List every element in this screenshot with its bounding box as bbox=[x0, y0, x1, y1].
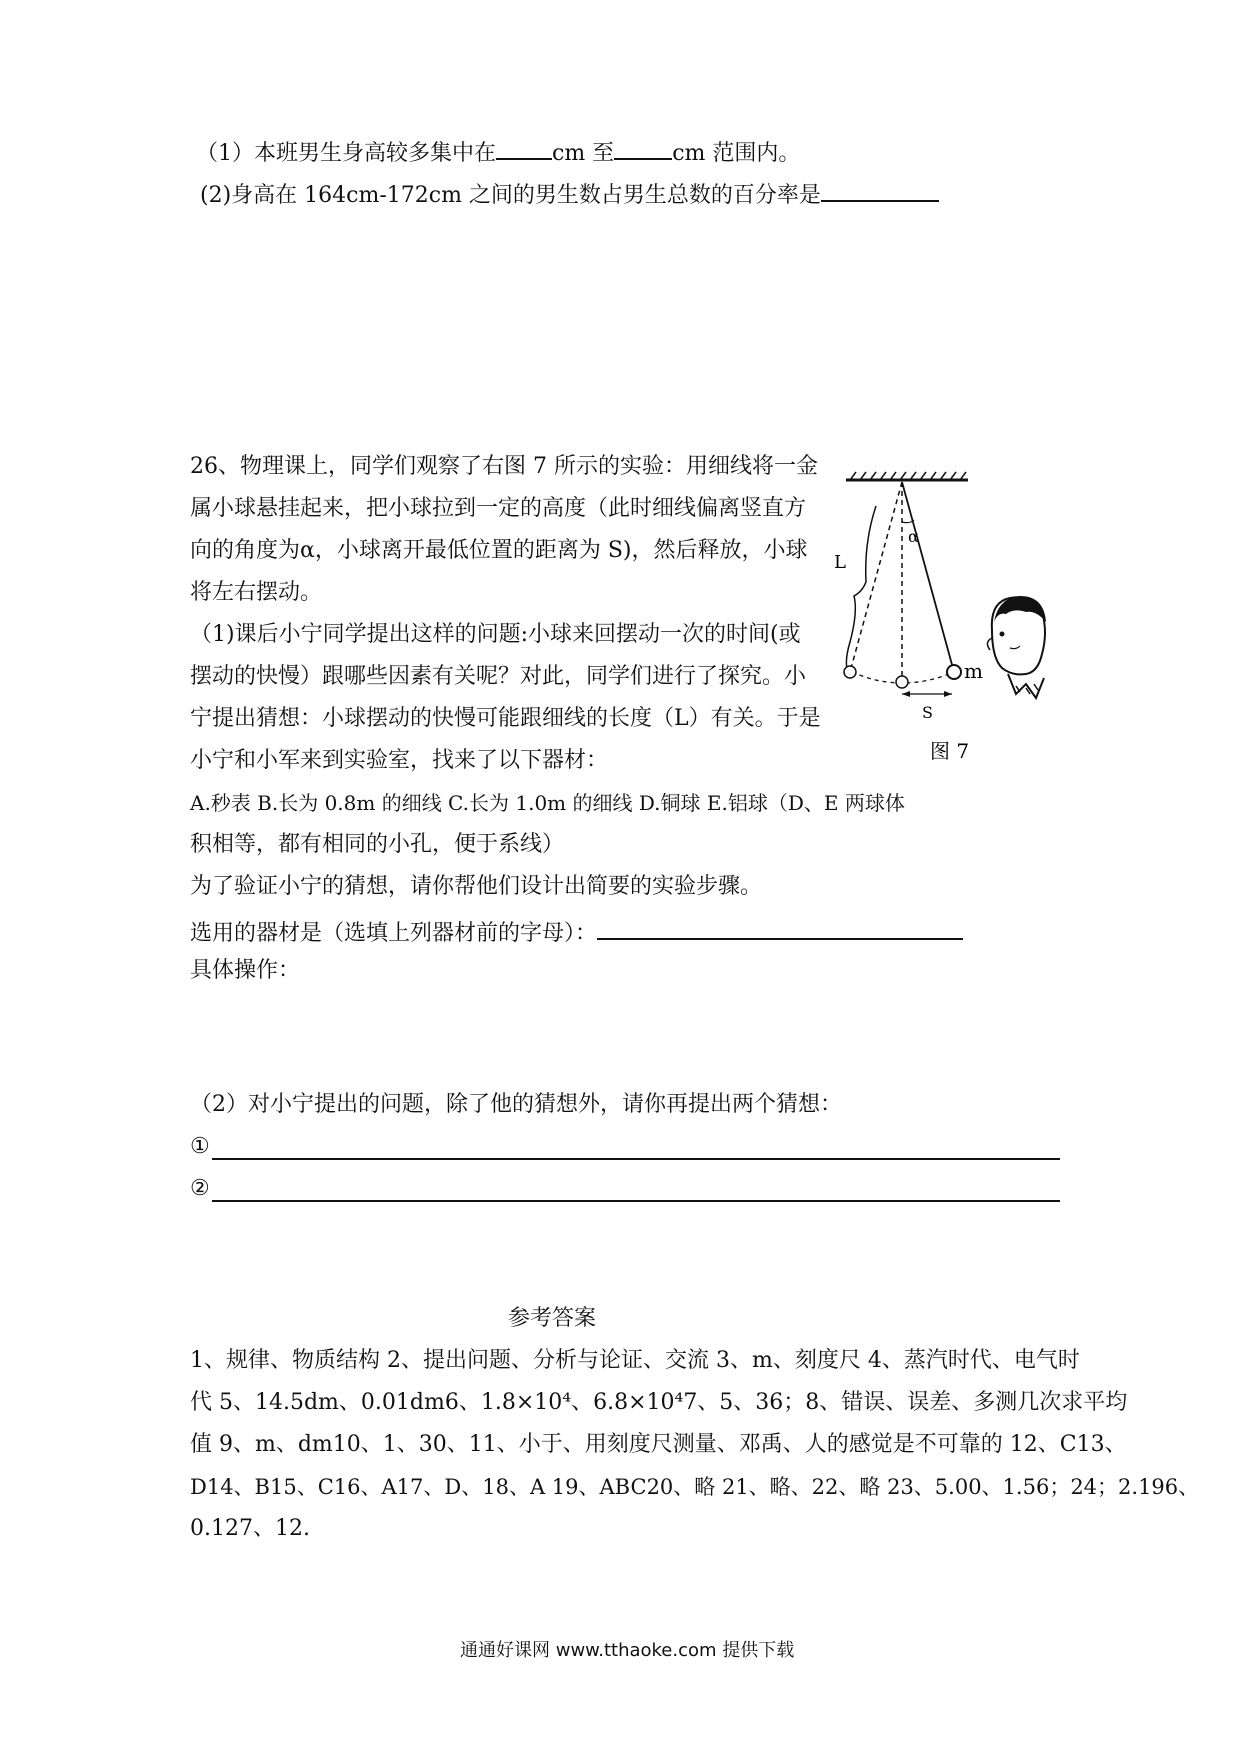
q25-part1-prefix: （1）本班男生身高较多集中在 bbox=[196, 141, 496, 166]
guess-answer-line[interactable] bbox=[212, 1158, 1060, 1160]
q26-part1-line: 宁提出猜想：小球摆动的快慢可能跟细线的长度（L）有关。于是 bbox=[190, 706, 821, 731]
answer-line: 0.127、12. bbox=[190, 1516, 310, 1541]
guess-marker: ② bbox=[190, 1176, 210, 1201]
q26-equipment-label: 选用的器材是（选填上列器材前的字母）： bbox=[190, 921, 598, 946]
mass-label: m bbox=[964, 659, 983, 683]
q26-part2-prompt: （2）对小宁提出的问题，除了他的猜想外，请你再提出两个猜想： bbox=[190, 1092, 842, 1117]
answer-blank[interactable] bbox=[496, 134, 552, 160]
pendulum-string-right bbox=[902, 482, 954, 672]
q26-materials-line: 积相等，都有相同的小孔，便于系线） bbox=[190, 832, 565, 857]
q26-equipment-prompt bbox=[190, 914, 963, 949]
q26-instruction: 为了验证小宁的猜想，请你帮他们设计出简要的实验步骤。 bbox=[190, 874, 763, 899]
q25-part1-unit2: cm 范围内。 bbox=[672, 141, 801, 166]
ball-left bbox=[844, 666, 856, 678]
q26-part1-line: （1)课后小宁同学提出这样的问题:小球来回摆动一次的时间(或 bbox=[190, 622, 801, 647]
ball-bottom bbox=[896, 676, 908, 688]
q26-part1-line: 摆动的快慢）跟哪些因素有关呢？对此，同学们进行了探究。小 bbox=[190, 664, 807, 689]
guess-answer-line[interactable] bbox=[212, 1200, 1060, 1202]
answer-line: 值 9、m、dm10、1、30、11、小于、用刻度尺测量、邓禹、人的感觉是不可靠的 12、C13、 bbox=[190, 1432, 1127, 1457]
distance-label: S bbox=[922, 703, 933, 722]
boy-illustration bbox=[987, 596, 1046, 698]
arrowhead-right bbox=[944, 691, 952, 697]
q26-operation-prompt: 具体操作： bbox=[190, 958, 301, 983]
page-footer: 通通好课网 www.tthaoke.com 提供下载 bbox=[460, 1640, 795, 1661]
alpha-label: α bbox=[908, 527, 919, 546]
answer-blank[interactable] bbox=[821, 176, 939, 202]
answers-heading: 参考答案 bbox=[508, 1306, 597, 1331]
guess-marker: ① bbox=[190, 1134, 210, 1159]
length-label: L bbox=[834, 552, 846, 573]
q25-part1-unit1: cm 至 bbox=[552, 141, 615, 166]
length-brace bbox=[846, 506, 876, 672]
q26-intro-line: 26、物理课上，同学们观察了右图 7 所示的实验：用细线将一金 bbox=[190, 454, 818, 479]
pendulum-string-left bbox=[850, 482, 902, 672]
q26-intro-line: 将左右摆动。 bbox=[190, 580, 323, 605]
q25-part2-prefix: (2)身高在 164cm-172cm 之间的男生数占男生总数的百分率是 bbox=[200, 183, 821, 208]
q25-part1 bbox=[196, 134, 800, 169]
figure-caption: 图 7 bbox=[930, 739, 970, 762]
q26-intro-line: 向的角度为α，小球离开最低位置的距离为 S)，然后释放，小球 bbox=[190, 538, 808, 563]
q25-part2 bbox=[200, 176, 939, 211]
ball-right bbox=[947, 665, 961, 679]
ceiling-support bbox=[846, 472, 968, 480]
answer-line: 代 5、14.5dm、0.01dm6、1.8×10⁴、6.8×10⁴7、5、36；8、错误、误差、多测几次求平均 bbox=[190, 1390, 1128, 1415]
q26-materials-line: A.秒表 B.长为 0.8m 的细线 C.长为 1.0m 的细线 D.铜球 E.铝球（D、E 两球体 bbox=[190, 791, 905, 815]
answer-blank[interactable] bbox=[614, 134, 672, 160]
q26-intro-line: 属小球悬挂起来，把小球拉到一定的高度（此时细线偏离竖直方 bbox=[190, 496, 807, 521]
answer-line: D14、B15、C16、A17、D、18、A 19、ABC20、略 21、略、22、略 23、5.00、1.56；24；2.196、 bbox=[190, 1475, 1200, 1499]
answer-line: 1、规律、物质结构 2、提出问题、分析与论证、交流 3、m、刻度尺 4、蒸汽时代、电气时 bbox=[190, 1348, 1080, 1373]
pendulum-figure bbox=[830, 462, 1070, 762]
q26-part1-line: 小宁和小军来到实验室，找来了以下器材： bbox=[190, 748, 609, 773]
equipment-answer-blank[interactable] bbox=[597, 914, 963, 940]
arrowhead-left bbox=[902, 691, 910, 697]
